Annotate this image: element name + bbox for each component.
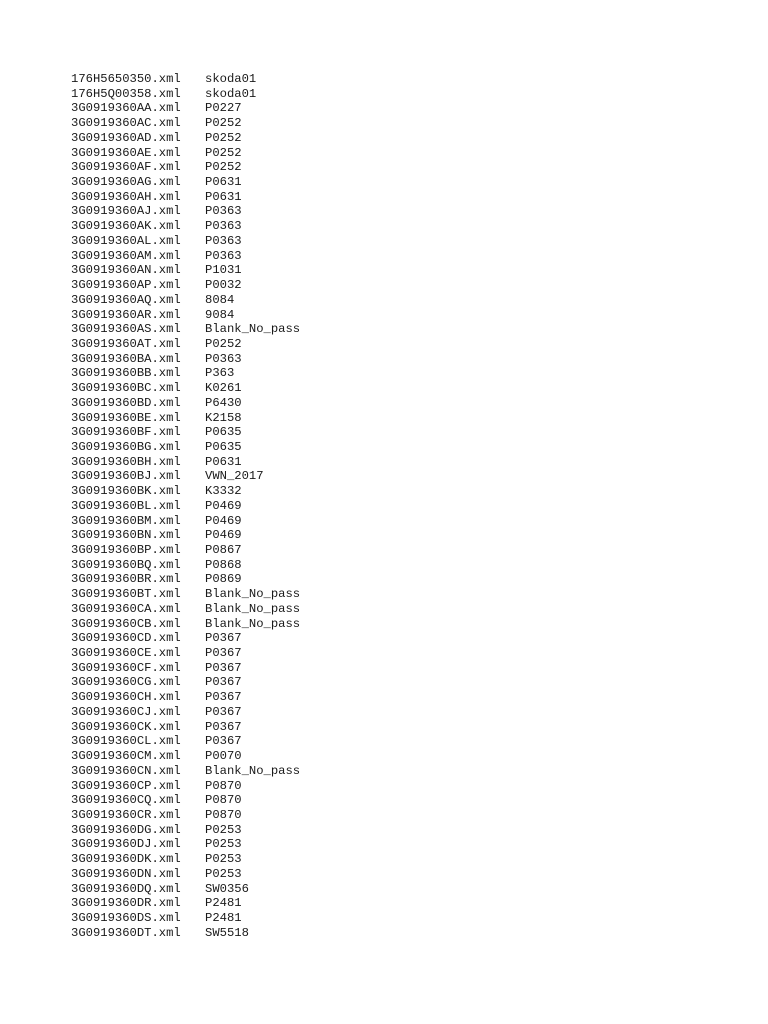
list-item <box>71 146 300 161</box>
list-item <box>71 101 300 116</box>
file-name: 3G0919360DQ.xml <box>71 881 181 896</box>
file-name: 3G0919360CP.xml <box>71 778 181 793</box>
code-value: P0253 <box>205 822 242 837</box>
file-name: 3G0919360AR.xml <box>71 307 181 322</box>
file-name: 3G0919360CD.xml <box>71 631 181 646</box>
code-value: P0870 <box>205 807 242 822</box>
list-item <box>71 411 300 426</box>
code-value: P0363 <box>205 219 242 234</box>
file-name: 3G0919360AC.xml <box>71 116 181 131</box>
list-item <box>71 808 300 823</box>
list-item <box>71 764 300 779</box>
list-item <box>71 602 300 617</box>
code-value: P0252 <box>205 336 242 351</box>
file-name: 3G0919360BD.xml <box>71 395 181 410</box>
code-value: Blank_No_pass <box>205 587 301 602</box>
list-item <box>71 352 300 367</box>
file-name: 3G0919360AF.xml <box>71 160 181 175</box>
list-item <box>71 749 300 764</box>
list-item <box>71 675 300 690</box>
file-name: 3G0919360AS.xml <box>71 322 181 337</box>
code-value: P6430 <box>205 395 242 410</box>
code-value: P0367 <box>205 734 242 749</box>
code-value: K2158 <box>205 410 242 425</box>
file-name: 3G0919360BK.xml <box>71 484 181 499</box>
list-item <box>71 160 300 175</box>
list-item <box>71 204 300 219</box>
list-item <box>71 219 300 234</box>
list-item <box>71 823 300 838</box>
file-name: 3G0919360AP.xml <box>71 278 181 293</box>
file-name: 3G0919360BP.xml <box>71 543 181 557</box>
file-name: 3G0919360CE.xml <box>71 646 181 661</box>
code-value: skoda01 <box>205 72 257 86</box>
file-name: 3G0919360BC.xml <box>71 381 181 396</box>
list-item <box>71 705 300 720</box>
file-name: 3G0919360AQ.xml <box>71 292 181 307</box>
code-value: P0867 <box>205 543 242 557</box>
list-item <box>71 837 300 852</box>
file-name: 3G0919360AK.xml <box>71 219 181 234</box>
list-item <box>71 440 300 455</box>
list-item <box>71 263 300 278</box>
file-name: 3G0919360BM.xml <box>71 513 181 528</box>
file-code-list <box>71 72 300 940</box>
code-value: P0631 <box>205 454 242 469</box>
list-item <box>71 484 300 499</box>
list-item <box>71 720 300 735</box>
list-item <box>71 852 300 867</box>
list-item <box>71 587 300 602</box>
list-item <box>71 469 300 484</box>
code-value: P0469 <box>205 498 242 513</box>
code-value: P0870 <box>205 793 242 808</box>
list-item <box>71 734 300 749</box>
file-name: 3G0919360CA.xml <box>71 601 181 616</box>
file-name: 3G0919360AJ.xml <box>71 204 181 219</box>
code-value: P0631 <box>205 189 242 204</box>
code-value: P0252 <box>205 145 242 160</box>
code-value: P0868 <box>205 557 242 572</box>
list-item <box>71 793 300 808</box>
list-item <box>71 425 300 440</box>
code-value: P0227 <box>205 101 242 116</box>
list-item <box>71 396 300 411</box>
list-item <box>71 543 300 558</box>
list-item <box>71 499 300 514</box>
list-item <box>71 779 300 794</box>
file-name: 3G0919360BF.xml <box>71 425 181 440</box>
code-value: P0363 <box>205 204 242 219</box>
file-name: 3G0919360DR.xml <box>71 896 181 911</box>
file-name: 3G0919360DS.xml <box>71 910 181 925</box>
code-value: P0469 <box>205 513 242 528</box>
file-name: 3G0919360DJ.xml <box>71 837 181 852</box>
file-name: 3G0919360BR.xml <box>71 572 181 587</box>
file-name: 3G0919360CK.xml <box>71 719 181 734</box>
file-name: 3G0919360BA.xml <box>71 351 181 366</box>
code-value: P0070 <box>205 749 242 764</box>
file-name: 3G0919360BQ.xml <box>71 557 181 572</box>
file-name: 3G0919360DK.xml <box>71 852 181 867</box>
list-item <box>71 381 300 396</box>
file-name: 3G0919360BG.xml <box>71 439 181 454</box>
code-value: P0635 <box>205 439 242 454</box>
code-value: P0253 <box>205 866 242 881</box>
file-name: 3G0919360CR.xml <box>71 807 181 822</box>
file-name: 3G0919360BH.xml <box>71 454 181 469</box>
file-name: 3G0919360AE.xml <box>71 145 181 160</box>
list-item <box>71 337 300 352</box>
file-name: 3G0919360CH.xml <box>71 690 181 705</box>
list-item <box>71 455 300 470</box>
file-name: 3G0919360BB.xml <box>71 366 181 381</box>
code-value: P0367 <box>205 646 242 661</box>
code-value: Blank_No_pass <box>205 616 301 631</box>
code-value: P0869 <box>205 572 242 587</box>
code-value: Blank_No_pass <box>205 601 301 616</box>
file-name: 3G0919360AT.xml <box>71 336 181 351</box>
file-name: 3G0919360BN.xml <box>71 528 181 543</box>
code-value: P0252 <box>205 130 242 145</box>
list-item <box>71 690 300 705</box>
code-value: P0367 <box>205 719 242 734</box>
file-name: 3G0919360AD.xml <box>71 130 181 145</box>
code-value: P2481 <box>205 896 242 911</box>
file-name: 3G0919360CG.xml <box>71 675 181 690</box>
list-item <box>71 882 300 897</box>
code-value: Blank_No_pass <box>205 763 301 778</box>
file-name: 3G0919360CB.xml <box>71 616 181 631</box>
file-name: 3G0919360AM.xml <box>71 248 181 263</box>
list-item <box>71 867 300 882</box>
code-value: P0635 <box>205 425 242 440</box>
list-item <box>71 234 300 249</box>
list-item <box>71 514 300 529</box>
list-item <box>71 572 300 587</box>
code-value: P0252 <box>205 160 242 175</box>
code-value: P0363 <box>205 248 242 263</box>
file-name: 3G0919360AN.xml <box>71 263 181 278</box>
code-value: SW5518 <box>205 925 249 940</box>
code-value: P0252 <box>205 116 242 131</box>
code-value: P0367 <box>205 704 242 719</box>
code-value: P0032 <box>205 278 242 293</box>
code-value: K0261 <box>205 381 242 396</box>
list-item <box>71 926 300 941</box>
code-value: Blank_No_pass <box>205 322 301 337</box>
file-name: 3G0919360AH.xml <box>71 189 181 204</box>
code-value: P0631 <box>205 175 242 190</box>
list-item <box>71 131 300 146</box>
file-name: 3G0919360AG.xml <box>71 175 181 190</box>
file-name: 3G0919360DT.xml <box>71 925 181 940</box>
file-name: 3G0919360CF.xml <box>71 660 181 675</box>
list-item <box>71 617 300 632</box>
list-item <box>71 322 300 337</box>
file-name: 3G0919360BJ.xml <box>71 469 181 484</box>
list-item <box>71 646 300 661</box>
list-item <box>71 278 300 293</box>
file-name: 3G0919360CN.xml <box>71 763 181 778</box>
list-item <box>71 911 300 926</box>
list-item <box>71 308 300 323</box>
code-value: P0253 <box>205 852 242 867</box>
code-value: P0363 <box>205 351 242 366</box>
code-value: P0253 <box>205 837 242 852</box>
list-item <box>71 249 300 264</box>
list-item <box>71 175 300 190</box>
file-name: 3G0919360BE.xml <box>71 410 181 425</box>
code-value: P0469 <box>205 528 242 543</box>
file-name: 3G0919360DN.xml <box>71 866 181 881</box>
code-value: VWN_2017 <box>205 469 264 484</box>
code-value: 8084 <box>205 292 235 307</box>
file-name: 3G0919360CL.xml <box>71 734 181 749</box>
code-value: P0367 <box>205 675 242 690</box>
list-item <box>71 896 300 911</box>
file-name: 3G0919360AL.xml <box>71 233 181 248</box>
code-value: skoda01 <box>205 86 257 101</box>
file-name: 3G0919360CM.xml <box>71 749 181 764</box>
code-value: K3332 <box>205 484 242 499</box>
code-value: P0363 <box>205 233 242 248</box>
code-value: P363 <box>205 366 235 381</box>
code-value: 9084 <box>205 307 235 322</box>
code-value: P0367 <box>205 631 242 646</box>
code-value: P0870 <box>205 778 242 793</box>
list-item <box>71 631 300 646</box>
code-value: P2481 <box>205 910 242 925</box>
list-item <box>71 87 300 102</box>
list-item <box>71 116 300 131</box>
file-name: 3G0919360BL.xml <box>71 498 181 513</box>
list-item <box>71 72 300 87</box>
code-value: P0367 <box>205 690 242 705</box>
list-item <box>71 528 300 543</box>
file-name: 3G0919360CJ.xml <box>71 704 181 719</box>
code-value: SW0356 <box>205 881 249 896</box>
list-item <box>71 558 300 573</box>
file-name: 176H5650350.xml <box>71 72 181 86</box>
list-item <box>71 366 300 381</box>
code-value: P1031 <box>205 263 242 278</box>
list-item <box>71 293 300 308</box>
file-name: 3G0919360BT.xml <box>71 587 181 602</box>
list-item <box>71 190 300 205</box>
file-name: 3G0919360CQ.xml <box>71 793 181 808</box>
list-item <box>71 661 300 676</box>
file-name: 3G0919360AA.xml <box>71 101 181 116</box>
code-value: P0367 <box>205 660 242 675</box>
file-name: 3G0919360DG.xml <box>71 822 181 837</box>
file-name: 176H5Q00358.xml <box>71 86 181 101</box>
